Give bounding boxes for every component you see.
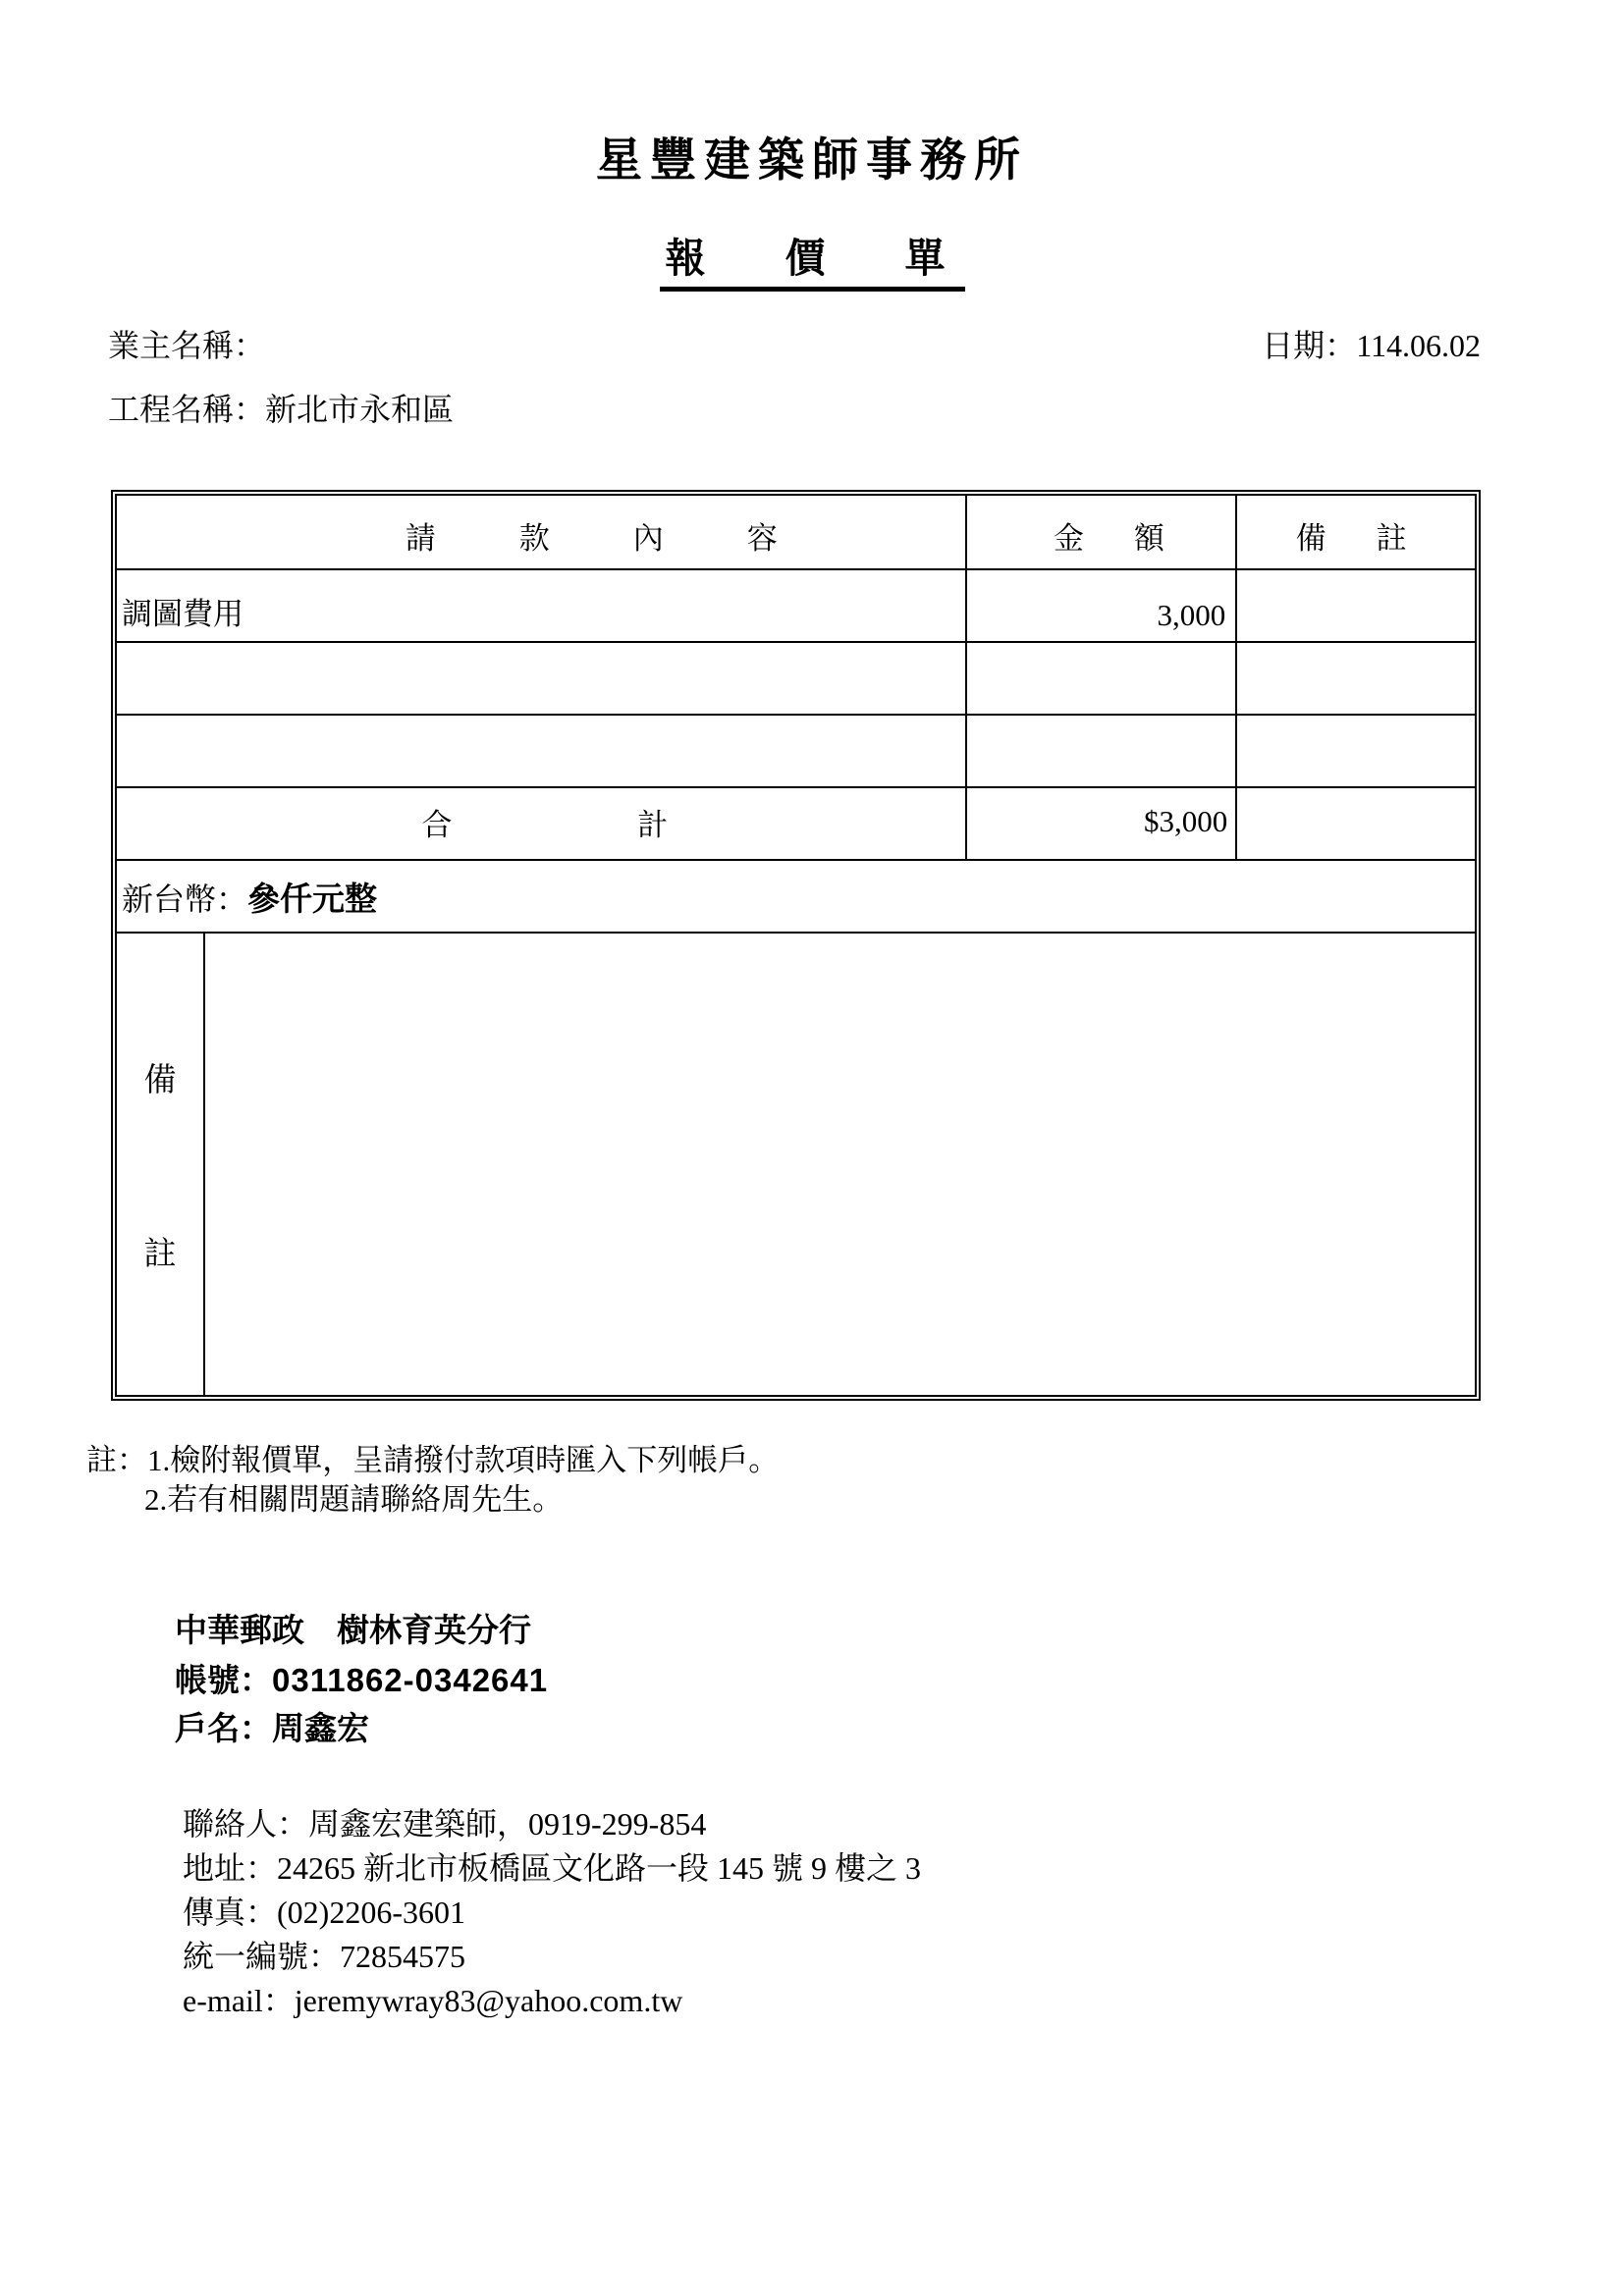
date-value: 114.06.02 (1356, 328, 1481, 363)
item-description-cell: 調圖費用 (116, 569, 966, 642)
bank-holder-label: 戶名： (175, 1712, 272, 1747)
footnotes-block (86, 1441, 779, 1520)
table-total-row (116, 787, 1476, 860)
quotation-table (115, 494, 1477, 1397)
quotation-table-frame (111, 490, 1481, 1401)
amount-in-words-cell (116, 860, 1476, 933)
contact-person-line: 聯絡人：周鑫宏建築師，0919-299-854 (183, 1806, 707, 1842)
remarks-vertical-label (117, 934, 205, 1395)
remarks-content-area (205, 934, 1475, 1395)
project-name-value: 新北市永和區 (265, 392, 455, 427)
owner-name-label: 業主名稱： (108, 328, 266, 363)
empty-description-cell (116, 642, 966, 715)
footnote-line-1: 註：1.檢附報價單，呈請撥付款項時匯入下列帳戶。 (86, 1443, 780, 1477)
footnote-line-2: 2.若有相關問題請聯絡周先生。 (144, 1482, 564, 1517)
bank-account-number: 0311862-0342641 (272, 1662, 549, 1698)
date-line (1262, 321, 1481, 366)
ntd-amount-words: 參仟元整 (247, 881, 378, 918)
empty-amount-cell (966, 642, 1237, 715)
empty-amount-cell (966, 715, 1237, 787)
contact-email-line: e-mail：jeremywray83@yahoo.com.tw (183, 1983, 683, 2018)
bank-info-block (175, 1608, 548, 1754)
date-label: 日期： (1262, 328, 1357, 363)
contact-fax-line: 傳真：(02)2206-3601 (183, 1895, 465, 1930)
amount-in-words-row (116, 860, 1476, 933)
project-name-label: 工程名稱： (108, 392, 266, 427)
remarks-label-char-bottom: 註 (143, 1237, 177, 1272)
total-label-cell: 合 計 (116, 787, 966, 860)
empty-description-cell (116, 715, 966, 787)
bank-account-line (175, 1656, 548, 1706)
empty-remark-cell (1236, 715, 1476, 787)
empty-remark-cell (1236, 642, 1476, 715)
doc-title-quotation: 報 價 單 (660, 226, 965, 292)
item-amount-cell: 3,000 (966, 569, 1237, 642)
bank-account-label: 帳號： (175, 1664, 272, 1699)
remarks-label-char-top: 備 (143, 1063, 177, 1098)
remarks-cell (116, 933, 1476, 1396)
bank-holder-line (175, 1706, 548, 1754)
contact-taxid-line: 統一編號：72854575 (183, 1939, 466, 1974)
table-header-row (116, 495, 1476, 569)
company-name-title: 星豐建築師事務所 (596, 135, 1028, 187)
ntd-prefix-label: 新台幣： (122, 881, 248, 917)
item-remark-cell (1236, 569, 1476, 642)
total-amount-cell: $3,000 (966, 787, 1237, 860)
bank-name-line: 中華郵政 樹林育英分行 (175, 1614, 531, 1649)
bank-holder-name: 周鑫宏 (272, 1712, 369, 1747)
remarks-row (116, 933, 1476, 1396)
contact-address-line: 地址：24265 新北市板橋區文化路一段 145 號 9 樓之 3 (183, 1850, 922, 1886)
total-remark-cell (1236, 787, 1476, 860)
table-row-item-1 (116, 569, 1476, 642)
doc-title-container (0, 226, 1624, 292)
header-cell-content: 請 款 內 容 (116, 495, 966, 569)
header-cell-amount: 金 額 (966, 495, 1237, 569)
table-row-empty-2 (116, 715, 1476, 787)
remarks-layout (117, 934, 1475, 1395)
project-name-line (108, 385, 454, 430)
table-row-empty-1 (116, 642, 1476, 715)
header-cell-remark: 備 註 (1236, 495, 1476, 569)
contact-info-block (183, 1802, 921, 2023)
owner-name-line (108, 321, 265, 366)
